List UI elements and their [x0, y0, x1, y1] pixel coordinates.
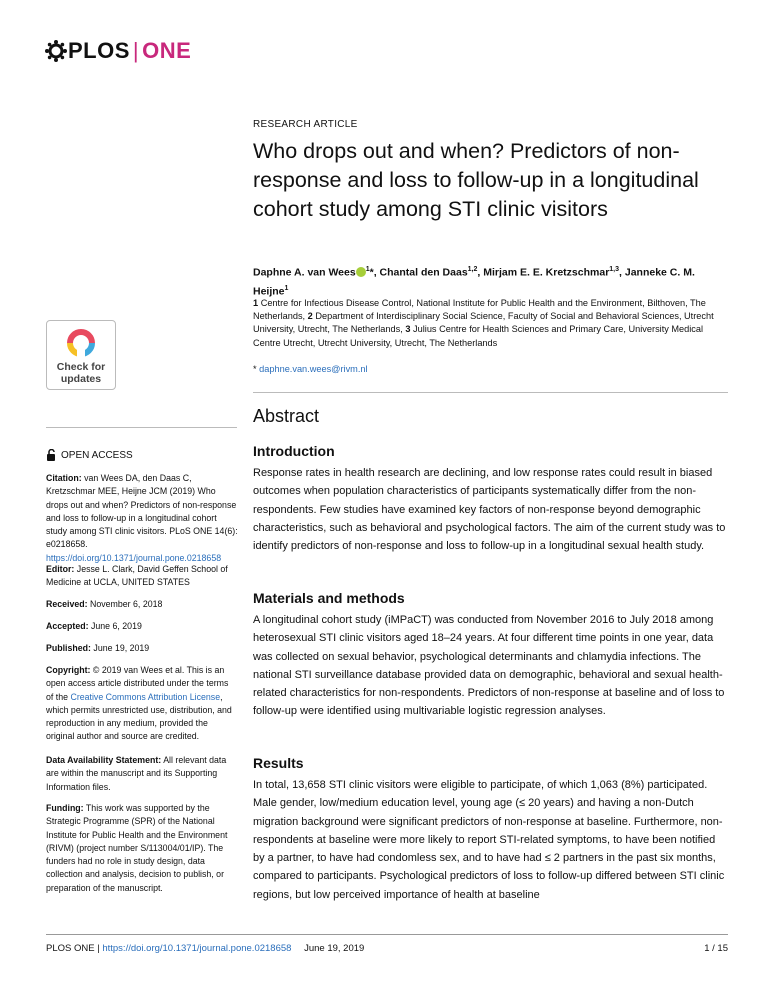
plos-logo-icon — [44, 39, 68, 63]
license-link[interactable]: Creative Commons Attribution License — [70, 691, 221, 702]
page-footer — [46, 943, 728, 954]
copyright-text: © 2019 van Wees et al. This is an open access article distributed under the terms of the — [46, 665, 229, 702]
funding-label: Funding: — [46, 803, 84, 813]
badge-line2: updates — [60, 373, 102, 385]
logo-separator: | — [132, 38, 140, 63]
copyright-text-post: , which permits unrestricted use, distribution, and reproduction in any medium, provided the original author and source are credited. — [46, 691, 232, 742]
email-link[interactable]: daphne.van.wees@rivm.nl — [259, 364, 368, 374]
footer-divider — [46, 934, 728, 935]
citation-doi-link[interactable]: https://doi.org/10.1371/journal.pone.0218658 — [46, 552, 222, 563]
footer-date: June 19, 2019 — [304, 943, 365, 954]
check-for-updates-badge[interactable] — [46, 320, 116, 390]
article-title: Who drops out and when? Predictors of non-response and loss to follow-up in a longitudinal cohort study among STI clinic visitors — [253, 139, 699, 221]
affil-1-num: 1 — [253, 298, 259, 308]
data-availability-block — [46, 754, 238, 794]
affil-2-num: 2 — [307, 311, 313, 322]
results-heading: Results — [253, 755, 304, 771]
copyright-label: Copyright: — [46, 665, 91, 675]
citation-block — [46, 472, 238, 565]
author-1[interactable]: Daphne A. van Wees — [253, 266, 356, 279]
email-mark: * — [253, 364, 257, 374]
received-date: November 6, 2018 — [90, 599, 163, 609]
published-label: Published: — [46, 643, 91, 653]
methods-text: A longitudinal cohort study (iMPaCT) was conducted from November 2016 to July 2018 among heterosexual STI clinic visitors aged 18–24 years. At four different time points in one year, data was collected on sexual behavior, psychological determinants and chlamydia infections. The national STI surveillance database provided data on demographic, behavioral and sexual health-related characteristics for non-respondents. Predictors of non-response at baseline and of loss to follow-up were identified using multivariable logistic regression analyses. — [253, 614, 725, 718]
editor-label: Editor: — [46, 564, 75, 574]
citation-label: Citation: — [46, 473, 82, 483]
citation-text: van Wees DA, den Daas C, Kretzschmar MEE, Heijne JCM (2019) Who drops out and when? Predictors of non-response and loss to follow-up in a longitudinal cohort study among STI clinic visitors. PLoS ONE 14(6): e0218658. — [46, 473, 238, 550]
introduction-heading: Introduction — [253, 443, 335, 459]
author-4-affil: 1 — [284, 284, 289, 292]
author-3-affil: 1,3 — [609, 266, 620, 273]
accepted-label: Accepted: — [46, 621, 89, 631]
footer-doi-link[interactable]: https://doi.org/10.1371/journal.pone.0218658 — [102, 943, 292, 954]
author-2-affil: 1,2 — [467, 266, 478, 273]
open-access-label — [46, 449, 133, 461]
affil-3-text: Julius Centre for Health Sciences and Primary Care, University Medical Centre Utrecht, Utrecht University, Utrecht, The Netherlands — [253, 324, 704, 348]
author-list: Daphne A. van Wees $^1$*, Chantal den Daas$^{1,2}$, Mirjam E. E. Kretzschmar$^{1,3}$, Janneke C. M. Heijne$^1$ — [253, 266, 695, 297]
author-3[interactable]: Mirjam E. E. Kretzschmar — [483, 266, 610, 279]
sidebar-divider — [46, 427, 237, 428]
affil-3-num: 3 — [405, 324, 411, 335]
author-1-affil: 1 — [365, 266, 370, 273]
affil-2-text: Department of Interdisciplinary Social Science, Faculty of Social and Behavioral Sciences, Utrecht University, Utrecht, The Netherlands, — [253, 311, 714, 335]
plos-one-logo — [44, 38, 191, 64]
received-block — [46, 598, 238, 611]
corresponding-email — [253, 364, 728, 374]
editor-text: Jesse L. Clark, David Geffen School of Medicine at UCLA, UNITED STATES — [46, 564, 228, 588]
author-2[interactable]: Chantal den Daas — [379, 266, 468, 279]
data-availability-text: All relevant data are within the manuscript and its Supporting Information files. — [46, 755, 227, 792]
badge-line1: Check for — [56, 361, 106, 373]
funding-block — [46, 802, 238, 895]
affiliations — [253, 297, 728, 350]
footer-journal: PLOS ONE | — [46, 943, 100, 954]
badge-label — [47, 361, 115, 385]
received-label: Received: — [46, 599, 88, 609]
open-access-text: OPEN ACCESS — [61, 449, 133, 461]
results-text: In total, 13,658 STI clinic visitors were eligible to participate, of which 1,063 (8%) participated. Male gender, low/medium education level, young age (≤ 20 years) and having a non-Dutch migration background were significant predictors of non-response at baseline. Furthermore, non-respondents at baseline were more likely to report STI-related symptoms, to have been notified by a partner, to have had condomless sex, and to have had ≤ 2 partners in the past six months, compared to participants. Psychological predictors of loss to follow-up differed between STI clinic regions, but low perceived importance of health at baseline — [253, 779, 725, 901]
author-4[interactable]: Janneke C. M. Heijne — [253, 266, 695, 297]
accepted-block — [46, 620, 238, 633]
article-type: RESEARCH ARTICLE — [253, 119, 358, 130]
funding-text: This work was supported by the Strategic Programme (SPR) of the National Institute for Public Health and the Environment (RIVM) (project number S/113004/01/IP). The funders had no role in study design, data collection and analysis, decision to publish, or preparation of the manuscript. — [46, 803, 228, 893]
data-availability-label: Data Availability Statement: — [46, 755, 162, 765]
accepted-date: June 6, 2019 — [90, 621, 142, 631]
logo-plos: PLOS — [68, 38, 130, 63]
page-number: 1 / 15 — [704, 943, 728, 954]
open-lock-icon — [46, 449, 56, 461]
crossmark-icon — [64, 325, 98, 359]
abstract-heading: Abstract — [253, 406, 320, 426]
orcid-icon[interactable] — [356, 267, 366, 277]
logo-one: ONE — [142, 38, 192, 63]
methods-heading: Materials and methods — [253, 590, 405, 606]
corresponding-mark: * — [369, 266, 374, 279]
editor-block — [46, 563, 238, 590]
published-date: June 19, 2019 — [93, 643, 150, 653]
main-divider — [253, 392, 728, 393]
affil-1-text: Centre for Infectious Disease Control, National Institute for Public Health and the Environment, Bilthoven, The Netherlands, — [253, 298, 706, 322]
copyright-block — [46, 664, 238, 744]
introduction-text: Response rates in health research are declining, and low response rates could result in biased outcomes when population characteristics of participants systematically differ from the non-respondents. Few studies have examined key factors of non-response beyond demographic characteristics, such as behavioral and psychological factors. The aim of the current study was to identify predictors of non-response and loss to follow-up in a longitudinal sexual health study. — [253, 467, 726, 553]
published-block — [46, 642, 238, 655]
